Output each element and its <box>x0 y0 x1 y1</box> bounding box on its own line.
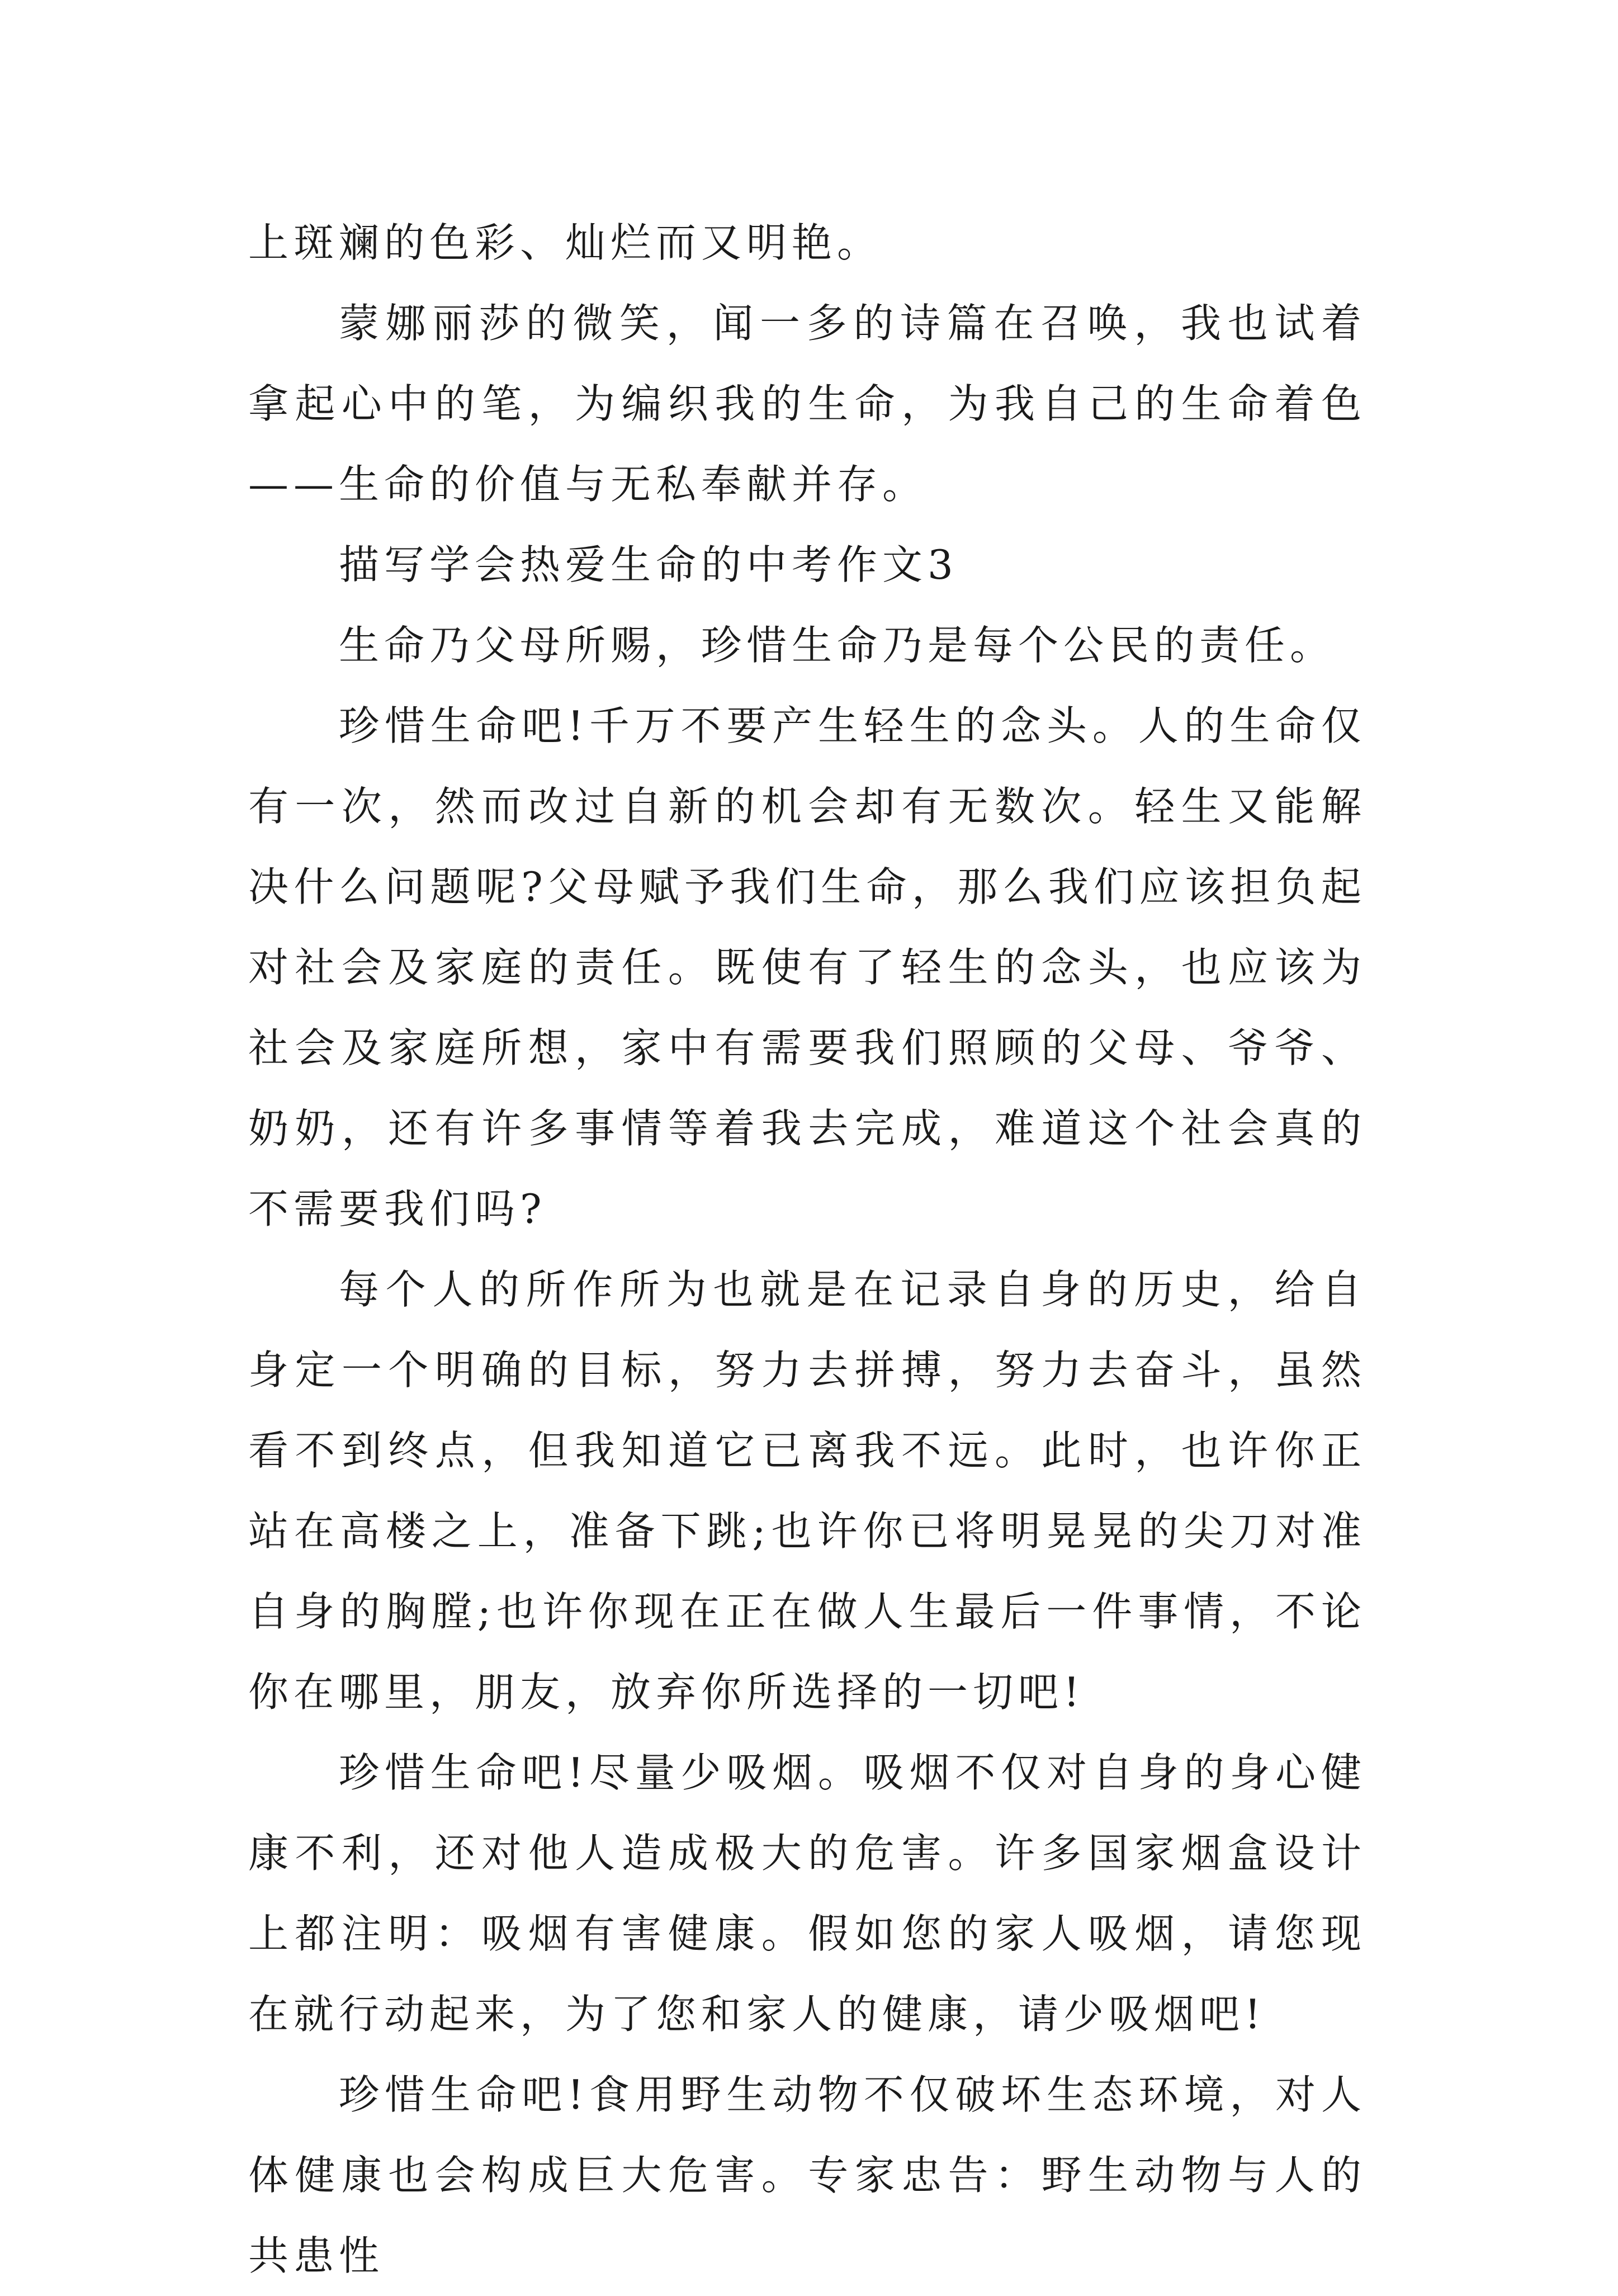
paragraph: 珍惜生命吧!尽量少吸烟。吸烟不仅对自身的身心健康不利，还对他人造成极大的危害。许多国家烟盒设计上都注明：吸烟有害健康。假如您的家人吸烟，请您现在就行动起来，为了您和家人的健康，请少吸烟吧! <box>248 1749 1366 2038</box>
paragraph: 生命乃父母所赐，珍惜生命乃是每个公民的责任。 <box>339 622 1336 669</box>
section-heading: 描写学会热爱生命的中考作文3 <box>339 541 958 588</box>
paragraph: 珍惜生命吧!千万不要产生轻生的念头。人的生命仅有一次，然而改过自新的机会却有无数次。轻生又能解决什么问题呢?父母赋予我们生命，那么我们应该担负起对社会及家庭的责任。既使有了轻生的念头，也应该为社会及家庭所想，家中有需要我们照顾的父母、爷爷、奶奶，还有许多事情等着我去完成，难道这个社会真的不需要我们吗? <box>248 702 1366 1232</box>
paragraph-continuation: 上斑斓的色彩、灿烂而又明艳。 <box>248 219 883 266</box>
paragraph: 每个人的所作所为也就是在记录自身的历史，给自身定一个明确的目标，努力去拼搏，努力去奋斗，虽然看不到终点，但我知道它已离我不远。此时，也许你正站在高楼之上，准备下跳;也许你已将明晃晃的尖刀对准自身的胸膛;也许你现在正在做人生最后一件事情，不论你在哪里，朋友，放弃你所选择的一切吧! <box>248 1266 1366 1716</box>
paragraph: 蒙娜丽莎的微笑，闻一多的诗篇在召唤，我也试着拿起心中的笔，为编织我的生命，为我自己的生命着色——生命的价值与无私奉献并存。 <box>248 300 1366 508</box>
paragraph: 珍惜生命吧!食用野生动物不仅破坏生态环境，对人体健康也会构成巨大危害。专家忠告：野生动物与人的共患性 <box>248 2071 1366 2279</box>
document-body <box>248 202 1366 2296</box>
